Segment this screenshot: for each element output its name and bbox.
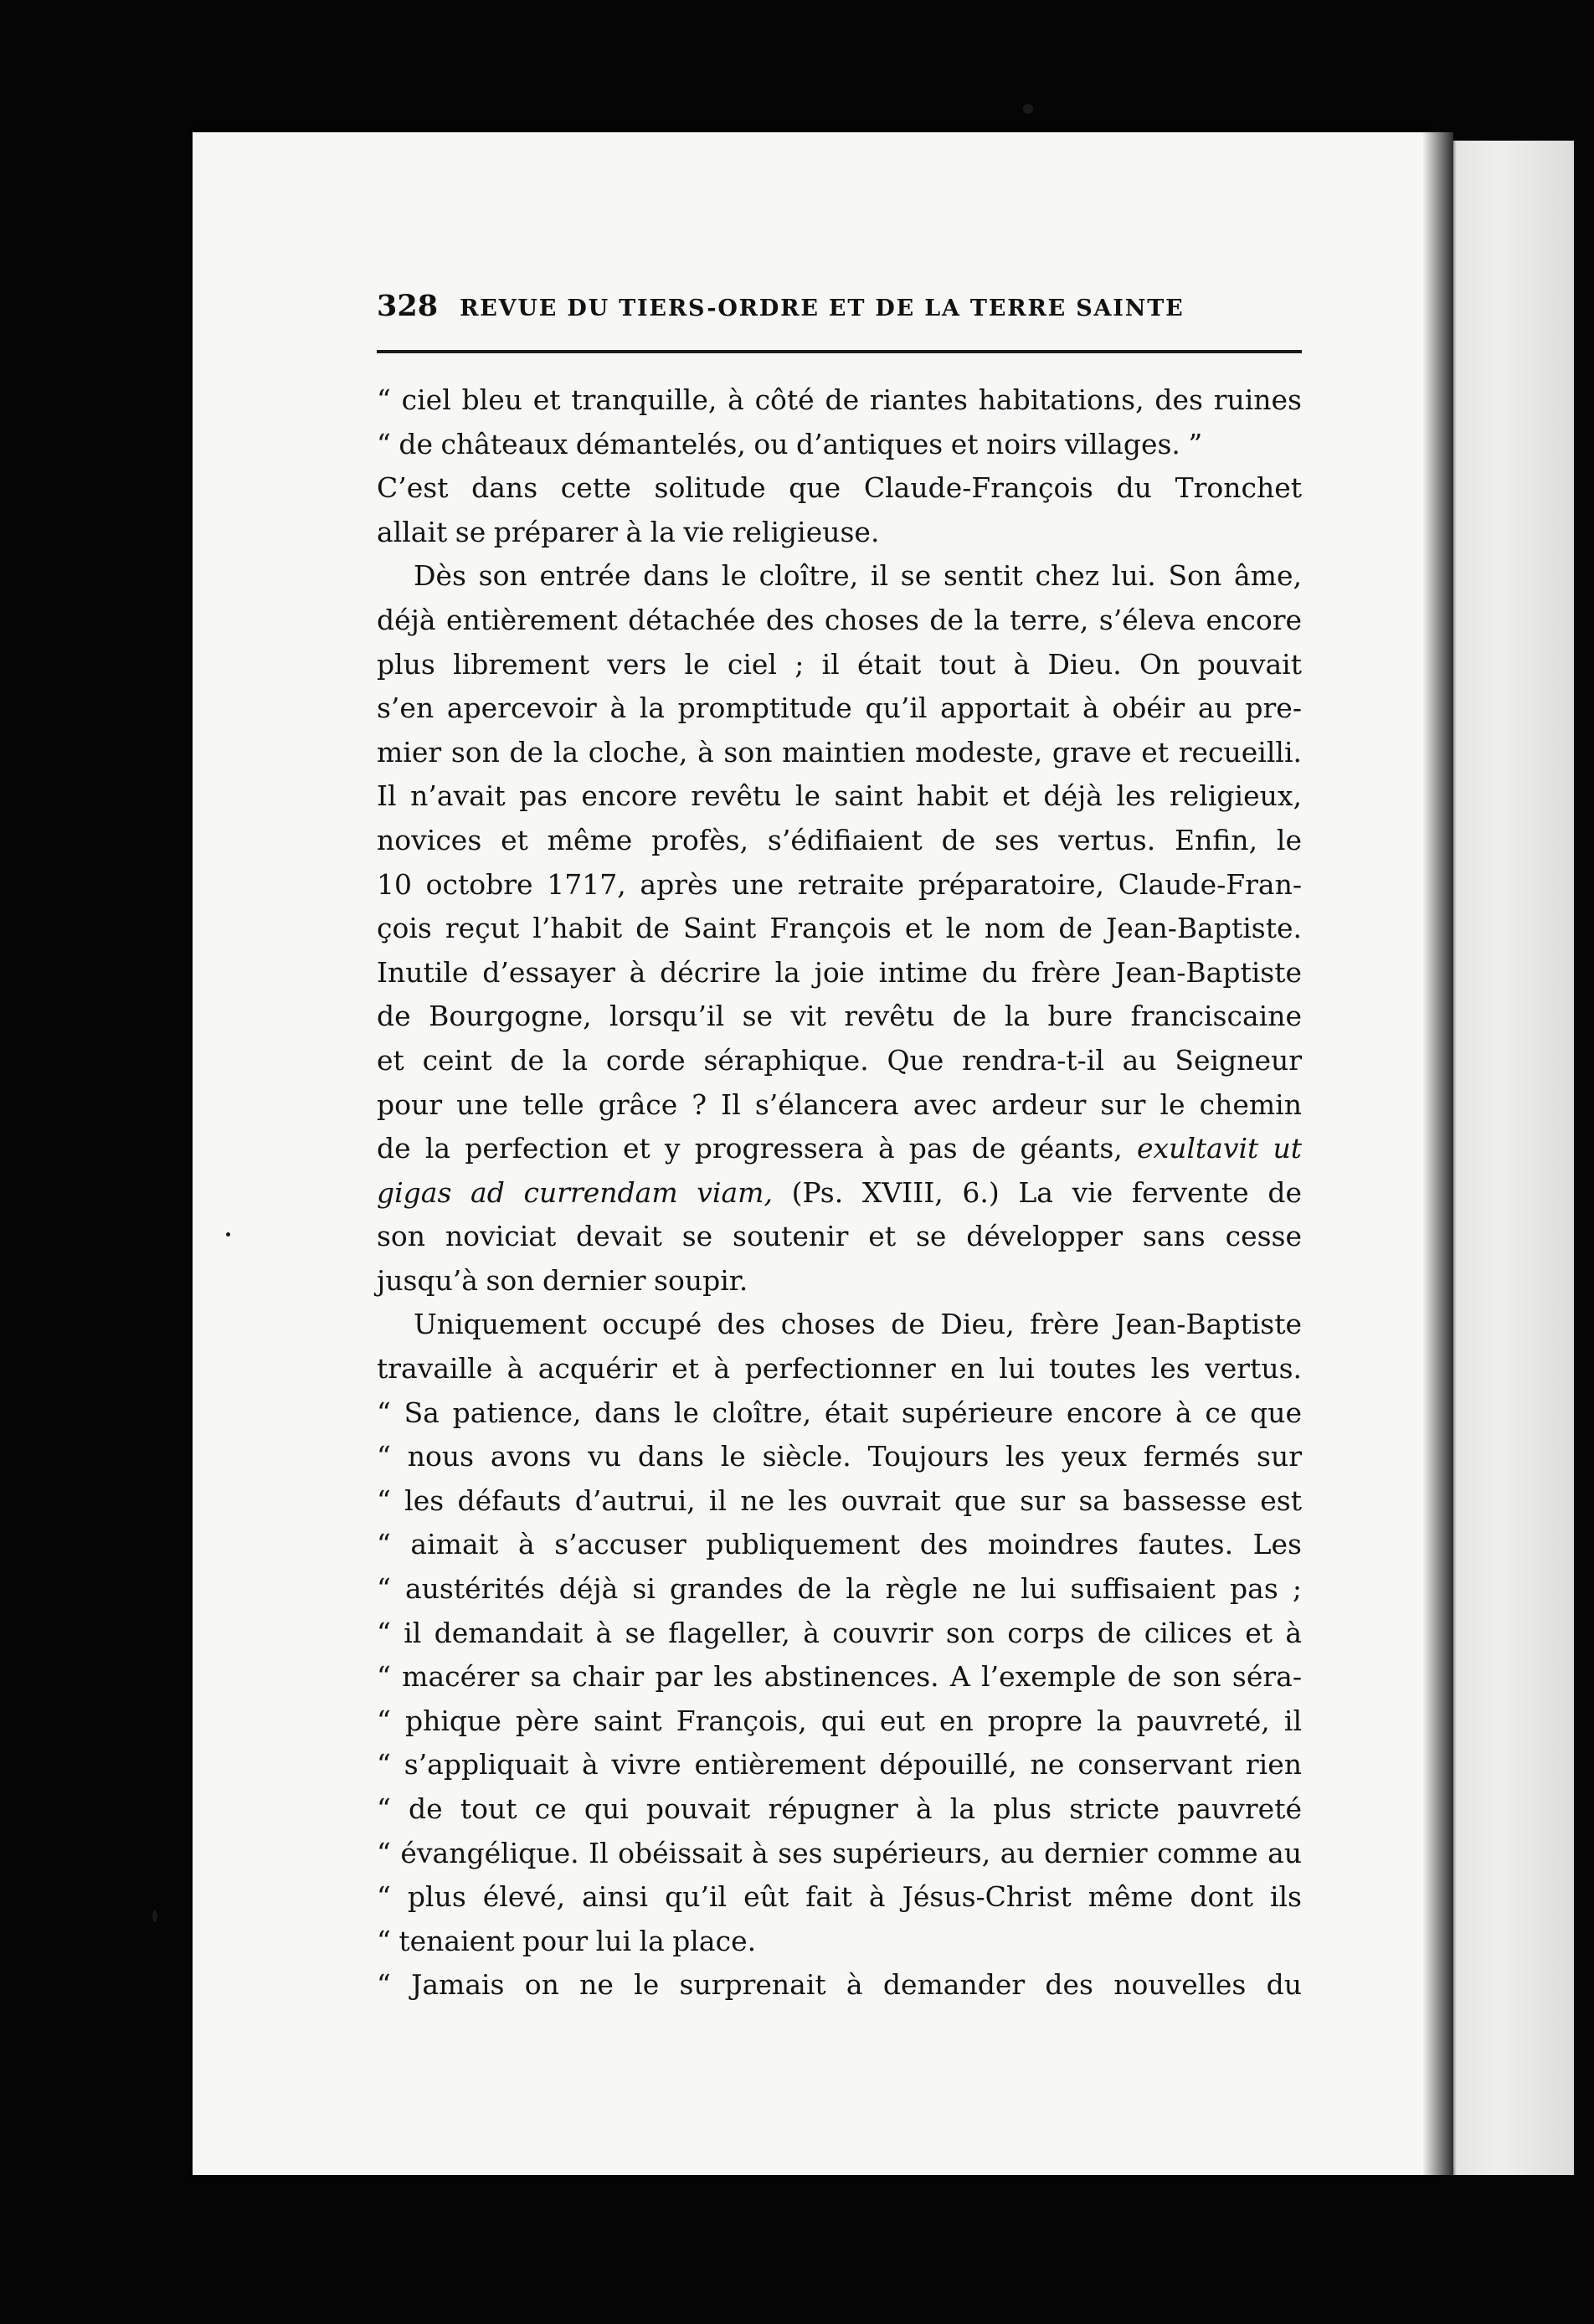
text-line: “ tenaient pour lui la place. xyxy=(377,1924,757,1957)
text-line: Dès son entrée dans le cloître, il se sentit chez lui. Son âme, xyxy=(414,559,1302,593)
text-line: jusqu’à son dernier soupir. xyxy=(377,1263,748,1297)
scan-speck xyxy=(152,1910,157,1922)
text-line: “ Sa patience, dans le cloître, était supérieure encore à ce que xyxy=(377,1396,1302,1429)
latin-quotation: gigas ad currendam viam, xyxy=(377,1175,773,1209)
text-line: “ ciel bleu et tranquille, à côté de riantes habitations, des ruines xyxy=(377,383,1302,416)
text-line: déjà entièrement détachée des choses de la terre, s’éleva encore xyxy=(377,603,1302,636)
text-line: “ Jamais on ne le surprenait à demander des nouvelles du xyxy=(377,1968,1302,2002)
text-line: son noviciat devait se soutenir et se développer sans cesse xyxy=(377,1220,1302,1253)
text-line xyxy=(377,1127,1302,1171)
journal-title: REVUE DU TIERS-ORDRE ET DE LA TERRE SAINTE xyxy=(460,296,1185,321)
text-line: C’est dans cette solitude que Claude-François du Tronchet xyxy=(377,471,1302,505)
text-line: “ aimait à s’accuser publiquement des moindres fautes. Les xyxy=(377,1528,1302,1561)
text-line: 10 octobre 1717, après une retraite préparatoire, Claude-Fran- xyxy=(377,867,1302,901)
text-line: Il n’avait pas encore revêtu le saint habit et déjà les religieux, xyxy=(377,779,1302,813)
text-line: Inutile d’essayer à décrire la joie intime du frère Jean-Baptiste xyxy=(377,955,1302,989)
text-segment: de la perfection et y progressera à pas de géants, xyxy=(377,1132,1137,1165)
text-line: pour une telle grâce ? Il s’élancera avec ardeur sur le chemin xyxy=(377,1087,1302,1121)
text-line xyxy=(377,1171,1302,1216)
facing-page-edge xyxy=(1448,141,1574,2175)
text-line: “ s’appliquait à vivre entièrement dépouillé, ne conservant rien xyxy=(377,1748,1302,1782)
text-segment: (Ps. XVIII, 6.) La vie fervente de xyxy=(772,1175,1302,1209)
text-line: Uniquement occupé des choses de Dieu, frère Jean-Baptiste xyxy=(414,1308,1302,1341)
text-line: mier son de la cloche, à son maintien modeste, grave et recueilli. xyxy=(377,735,1302,769)
text-line: allait se préparer à la vie religieuse. xyxy=(377,515,880,548)
text-line: “ plus élevé, ainsi qu’il eût fait à Jésus-Christ même dont ils xyxy=(377,1880,1302,1914)
scan-speck xyxy=(1023,104,1033,114)
text-line: “ macérer sa chair par les abstinences. A l’exemple de son séra- xyxy=(377,1660,1302,1694)
text-line: çois reçut l’habit de Saint François et le nom de Jean-Baptiste. xyxy=(377,912,1302,945)
header-rule xyxy=(377,350,1302,353)
text-line: plus librement vers le ciel ; il était tout à Dieu. On pouvait xyxy=(377,647,1302,681)
page-number: 328 xyxy=(377,289,439,323)
text-line: “ les défauts d’autrui, il ne les ouvrait que sur sa bassesse est xyxy=(377,1483,1302,1517)
text-line: “ austérités déjà si grandes de la règle ne lui suffisaient pas ; xyxy=(377,1572,1302,1606)
text-line: “ phique père saint François, qui eut en propre la pauvreté, il xyxy=(377,1704,1302,1737)
text-line: “ de tout ce qui pouvait répugner à la plus stricte pauvreté xyxy=(377,1792,1302,1825)
latin-quotation: exultavit ut xyxy=(1136,1132,1302,1165)
text-line: “ nous avons vu dans le siècle. Toujours les yeux fermés sur xyxy=(377,1440,1302,1473)
gutter-shadow xyxy=(1423,132,1453,2175)
text-line: “ évangélique. Il obéissait à ses supérieurs, au dernier comme au xyxy=(377,1836,1302,1869)
scan-speck xyxy=(226,1232,230,1237)
text-line: et ceint de la corde séraphique. Que rendra-t-il au Seigneur xyxy=(377,1043,1302,1077)
running-head xyxy=(377,289,1302,339)
text-line: de Bourgogne, lorsqu’il se vit revêtu de la bure franciscaine xyxy=(377,1000,1302,1033)
text-line: s’en apercevoir à la promptitude qu’il apportait à obéir au pre- xyxy=(377,692,1302,725)
text-line: novices et même profès, s’édifiaient de ses vertus. Enfin, le xyxy=(377,823,1302,856)
body-text xyxy=(377,378,1302,2008)
text-line: travaille à acquérir et à perfectionner en lui toutes les vertus. xyxy=(377,1352,1302,1386)
text-line: “ de châteaux démantelés, ou d’antiques et noirs villages. ” xyxy=(377,427,1203,460)
text-line: “ il demandait à se flageller, à couvrir son corps de cilices et à xyxy=(377,1616,1302,1649)
